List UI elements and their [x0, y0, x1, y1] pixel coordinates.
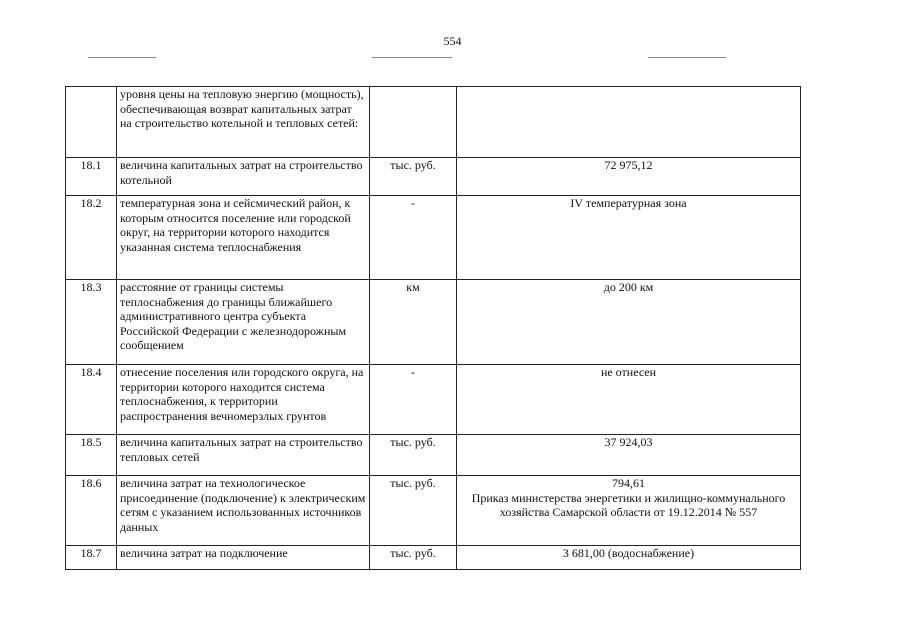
row-unit: тыс. руб.	[370, 546, 457, 570]
row-value: не отнесен	[457, 365, 801, 435]
row-number: 18.4	[66, 365, 117, 435]
row-name: величина затрат на технологическое присоединение (подключение) к электрическим сетям с указанием использованных источников данных	[117, 476, 370, 546]
row-unit: тыс. руб.	[370, 158, 457, 196]
row-value: до 200 км	[457, 280, 801, 365]
row-number: 18.7	[66, 546, 117, 570]
row-unit: тыс. руб.	[370, 476, 457, 546]
table-row	[66, 158, 801, 196]
table-row	[66, 546, 801, 570]
row-value	[457, 87, 801, 158]
row-name: величина затрат на подключение	[117, 546, 370, 570]
row-unit	[370, 87, 457, 158]
row-number	[66, 87, 117, 158]
row-value: IV температурная зона	[457, 196, 801, 280]
row-number: 18.3	[66, 280, 117, 365]
row-unit: -	[370, 365, 457, 435]
table-row	[66, 476, 801, 546]
row-value-cell	[457, 476, 801, 546]
row-name: расстояние от границы системы теплоснабжения до границы ближайшего административного центра субъекта Российской Федерации с железнодорожным сообщением	[117, 280, 370, 365]
row-unit: км	[370, 280, 457, 365]
row-name: температурная зона и сейсмический район, к которым относится поселение или городской округ, на территории которого находится указанная система теплоснабжения	[117, 196, 370, 280]
row-value-note: Приказ министерства энергетики и жилищно-коммунального хозяйства Самарской области от 19.12.2014 № 557	[471, 490, 786, 519]
row-number: 18.2	[66, 196, 117, 280]
row-name: уровня цены на тепловую энергию (мощность), обеспечивающая возврат капитальных затрат на строительство котельной и тепловых сетей:	[117, 87, 370, 158]
scan-mark	[372, 57, 452, 58]
row-unit: тыс. руб.	[370, 435, 457, 476]
tariff-table	[65, 86, 801, 570]
row-unit: -	[370, 196, 457, 280]
table-row	[66, 435, 801, 476]
row-name: отнесение поселения или городского округа, на территории которого находится система теплоснабжения, к территории распространения вечномерзлых грунтов	[117, 365, 370, 435]
table-row	[66, 196, 801, 280]
row-name: величина капитальных затрат на строительство котельной	[117, 158, 370, 196]
row-number: 18.5	[66, 435, 117, 476]
row-number: 18.1	[66, 158, 117, 196]
row-value: 794,61	[612, 476, 645, 490]
table-row	[66, 280, 801, 365]
page-number: 554	[443, 34, 462, 48]
table-row	[66, 365, 801, 435]
row-value: 3 681,00 (водоснабжение)	[457, 546, 801, 570]
table-row	[66, 87, 801, 158]
row-number: 18.6	[66, 476, 117, 546]
row-name: величина капитальных затрат на строительство тепловых сетей	[117, 435, 370, 476]
scan-mark	[88, 57, 156, 58]
scan-mark	[648, 57, 726, 58]
row-value: 72 975,12	[457, 158, 801, 196]
row-value: 37 924,03	[457, 435, 801, 476]
